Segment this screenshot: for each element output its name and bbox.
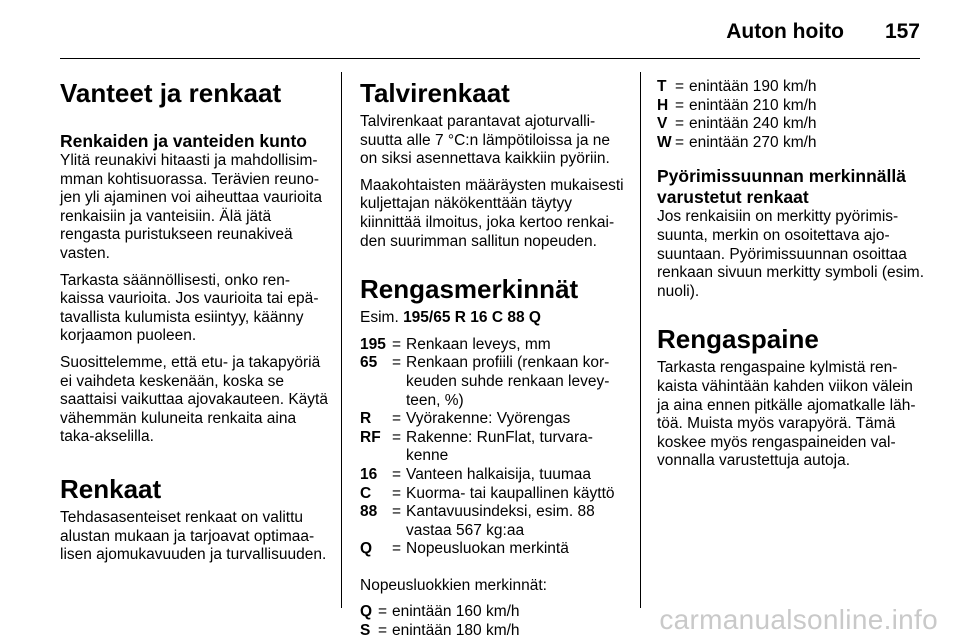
definition-row: 65 = Renkaan profiili (renkaan korkeuden suhde renkaan leveyteen, %): [360, 354, 628, 410]
definition-value: Rakenne: RunFlat, turvarakenne: [406, 428, 593, 465]
header-title: Auton hoito: [726, 20, 844, 43]
subsection-title-rotation-direction: Pyörimissuunnan merkinnällä varustetut renkaat: [657, 166, 906, 208]
subsection-title-tyres: Renkaat: [60, 473, 162, 504]
speed-value: enintään 190 km/h: [689, 78, 817, 95]
paragraph: Maakohtaisten määräysten mukaisesti kuljettajan näkökenttään täytyy kiinnittää ilmoitus, joka kertoo renkaiden suurimman sallitun nopeuden.: [360, 176, 624, 250]
speed-row: H = enintään 210 km/h: [657, 97, 927, 116]
definition-key: 88: [360, 503, 378, 521]
column-divider-2: [640, 72, 641, 608]
paragraph: Talvirenkaat parantavat ajoturvallisuutta alle 7 °C:n lämpötiloissa ja ne on siksi asennettava kaikkiin pyöriin.: [360, 113, 611, 168]
definition-value: Vyörakenne: Vyörengas: [406, 410, 571, 428]
paragraph: Ylitä reunakivi hitaasti ja mahdollisimmman kohtisuorassa. Terävien reunojen yli ajaminen voi aiheuttaa vaurioita renkaisiin ja vanteisiin. Älä jätä rengasta puristukseen reunakiveä vasten.: [60, 152, 322, 262]
speed-row: Q = enintään 160 km/h: [360, 603, 628, 622]
definition-value: Vanteen halkaisija, tuumaa: [406, 465, 591, 483]
definition-key: C: [360, 484, 372, 502]
speed-value: enintään 180 km/h: [392, 622, 520, 640]
definition-row: 195 = Renkaan leveys, mm: [360, 336, 628, 355]
column-1: [60, 72, 328, 573]
speed-key: H: [657, 96, 669, 114]
speed-class-intro: Nopeusluokkien merkinnät:: [360, 576, 547, 594]
paragraph: Tehdasasenteiset renkaat on valittu alustan mukaan ja tarjoavat optimaalisen ajomukavuuden ja turvallisuuden.: [60, 508, 327, 564]
definition-key: 65: [360, 354, 378, 372]
speed-key: V: [657, 115, 668, 133]
column-divider-1: [341, 72, 342, 608]
subsection-title-rim-condition: Renkaiden ja vanteiden kunto: [60, 131, 307, 151]
tyre-marking-example: [360, 309, 628, 328]
speed-class-list-continued: [657, 78, 927, 152]
definition-row: C = Kuorma- tai kaupallinen käyttö: [360, 485, 628, 504]
definition-row: 88 = Kantavuusindeksi, esim. 88 vastaa 567 kg:aa: [360, 503, 628, 540]
paragraph: Jos renkaisiin on merkitty pyörimissuunta, merkin on osoitettava ajosuuntaan. Pyörimissuunnan osoittaa renkaan sivuun merkitty symboli (esim. nuoli).: [657, 208, 925, 300]
section-title: Vanteet ja renkaat: [60, 78, 282, 108]
definition-row: Q = Nopeusluokan merkintä: [360, 540, 628, 559]
speed-row: W = enintään 270 km/h: [657, 134, 927, 153]
example-prefix: Esim.: [360, 309, 399, 327]
example-code: 195/65 R 16 C 88 Q: [403, 309, 541, 327]
speed-key: T: [657, 78, 667, 95]
paragraph: Suosittelemme, että etu- ja takapyöriä ei vaihdeta keskenään, koska se saattaisi vaikuttaa ajovakauteen. Käytä vähemmän kuluneita renkaita aina taka-akselilla.: [60, 353, 328, 446]
definition-value: Kantavuusindeksi, esim. 88 vastaa 567 kg:aa: [406, 503, 595, 539]
definition-row: R = Vyörakenne: Vyörengas: [360, 410, 628, 429]
speed-row: S = enintään 180 km/h: [360, 622, 628, 641]
marking-definitions: [360, 336, 628, 559]
page-number: 157: [884, 20, 920, 43]
speed-key: Q: [360, 603, 373, 621]
definition-row: RF = Rakenne: RunFlat, turvarakenne: [360, 429, 628, 466]
speed-key: W: [657, 133, 672, 151]
definition-value: Renkaan leveys, mm: [406, 335, 551, 353]
header-divider: [60, 58, 920, 59]
subsection-title-tyre-markings: Rengasmerkinnät: [360, 274, 579, 305]
paragraph: Tarkasta säännöllisesti, onko renkaissa vaurioita. Jos vaurioita tai epätavallista kulumista esiintyy, käänny korjaamon puoleen.: [60, 271, 319, 345]
definition-key: RF: [360, 428, 381, 446]
speed-value: enintään 240 km/h: [689, 115, 817, 133]
column-3: [657, 72, 927, 479]
speed-row: T = enintään 190 km/h: [657, 78, 927, 97]
definition-row: 16 = Vanteen halkaisija, tuumaa: [360, 466, 628, 485]
subsection-title-tyre-pressure: Rengaspaine: [657, 324, 819, 355]
definition-key: 195: [360, 335, 386, 353]
paragraph: Tarkasta rengaspaine kylmistä renkaista vähintään kahden viikon välein ja aina ennen pitkälle ajomatkalle lähtöä. Muista myös varapyörä. Tämä koskee myös rengaspaineiden valvonnalla varustettuja autoja.: [657, 359, 916, 470]
definition-value: Renkaan profiili (renkaan korkeuden suhde renkaan leveyteen, %): [406, 354, 610, 409]
speed-value: enintään 160 km/h: [392, 603, 520, 621]
speed-key: S: [360, 622, 371, 640]
column-2: [360, 72, 628, 641]
definition-value: Nopeusluokan merkintä: [406, 540, 569, 558]
speed-class-list: [360, 603, 628, 640]
definition-key: Q: [360, 540, 373, 558]
speed-value: enintään 210 km/h: [689, 96, 817, 114]
watermark: carmanualsonline.info: [659, 604, 938, 635]
speed-row: V = enintään 240 km/h: [657, 115, 927, 134]
speed-value: enintään 270 km/h: [689, 133, 817, 151]
definition-value: Kuorma- tai kaupallinen käyttö: [406, 484, 615, 502]
definition-key: 16: [360, 465, 378, 483]
definition-key: R: [360, 410, 372, 428]
subsection-title-winter-tyres: Talvirenkaat: [360, 78, 510, 108]
